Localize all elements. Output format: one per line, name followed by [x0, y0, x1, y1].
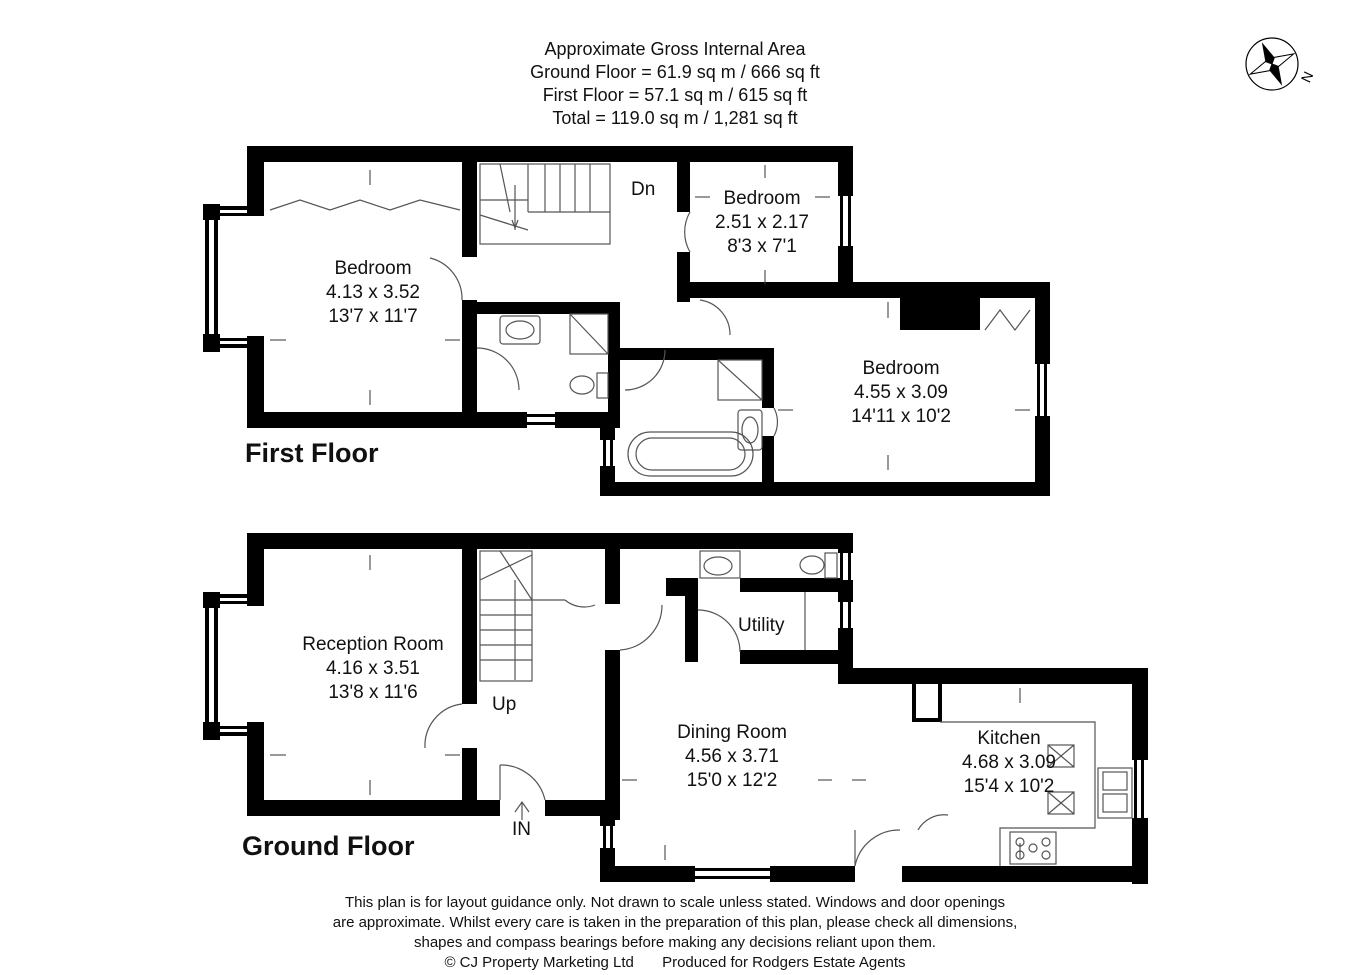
room-metric: 4.13 x 3.52: [325, 282, 421, 303]
disclaimer-line-1: This plan is for layout guidance only. Not drawn to scale unless stated. Windows and door openings: [344, 894, 1006, 911]
room-label-reception: [283, 633, 463, 705]
first-floor-label: First Floor: [245, 438, 379, 468]
room-imperial: 15'4 x 10'2: [963, 776, 1055, 797]
copyright-text: © CJ Property Marketing Ltd: [444, 954, 634, 971]
room-metric: 4.56 x 3.71: [684, 746, 780, 767]
area-ground-floor: Ground Floor = 61.9 sq m / 666 sq ft: [530, 62, 820, 82]
area-total: Total = 119.0 sq m / 1,281 sq ft: [552, 108, 798, 128]
area-heading: Approximate Gross Internal Area: [544, 39, 806, 59]
credits: [432, 953, 917, 973]
room-metric: 2.51 x 2.17: [714, 212, 810, 233]
room-metric: 4.55 x 3.09: [853, 382, 949, 403]
disclaimer: [0, 893, 1350, 973]
compass-icon: [1240, 32, 1304, 96]
room-imperial: 13'7 x 11'7: [328, 306, 418, 327]
room-label-kitchen: [940, 727, 1078, 799]
produced-for-text: Produced for Rodgers Estate Agents: [662, 954, 906, 971]
entrance-label: IN: [512, 819, 531, 840]
disclaimer-line-3: shapes and compass bearings before making any decisions reliant upon them.: [414, 934, 936, 951]
ground-floor-label: Ground Floor: [242, 831, 415, 861]
disclaimer-line-2: are approximate. Whilst every care is taken in the preparation of this plan, please check all dimensions,: [332, 914, 1018, 931]
room-name: Kitchen: [977, 728, 1041, 749]
room-name: Bedroom: [334, 258, 412, 279]
room-name: Bedroom: [862, 358, 940, 379]
room-label-bedroom-3: [826, 357, 976, 429]
room-label-bedroom-1: [303, 257, 443, 329]
area-first-floor: First Floor = 57.1 sq m / 615 sq ft: [542, 85, 808, 105]
room-metric: 4.16 x 3.51: [325, 658, 421, 679]
room-name: Dining Room: [677, 722, 787, 743]
staircase-icon: [480, 164, 610, 244]
room-label-bedroom-2: [692, 187, 832, 259]
room-imperial: 8'3 x 7'1: [727, 236, 797, 257]
room-imperial: 13'8 x 11'6: [328, 682, 418, 703]
stairs-down-label: Dn: [631, 179, 656, 200]
room-imperial: 15'0 x 12'2: [686, 770, 778, 791]
room-imperial: 14'11 x 10'2: [851, 406, 951, 427]
compass-north-label: N: [1297, 68, 1317, 85]
stairs-up-label: Up: [492, 694, 517, 715]
room-metric: 4.68 x 3.09: [961, 752, 1057, 773]
staircase-icon: [480, 551, 565, 681]
room-label-utility: Utility: [738, 615, 785, 636]
room-name: Bedroom: [723, 188, 801, 209]
room-name: Reception Room: [302, 634, 444, 655]
room-label-dining: [652, 721, 812, 793]
